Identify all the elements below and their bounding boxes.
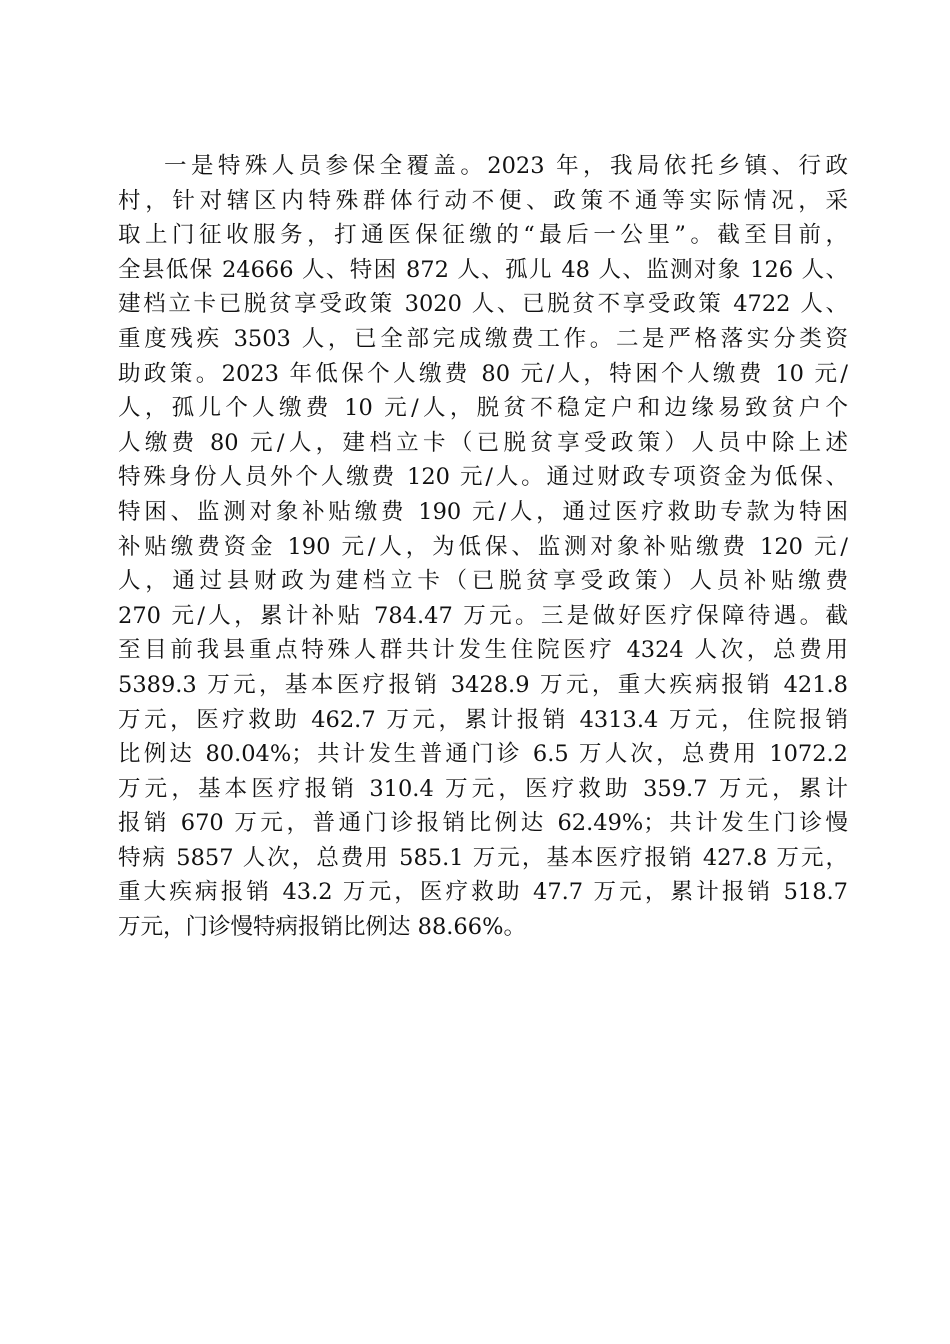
paragraph-line: 至目前我县重点特殊人群共计发生住院医疗 4324 人次，总费用 <box>118 637 848 664</box>
paragraph-line: 特困、监测对象补贴缴费 190 元/人，通过医疗救助专款为特困 <box>118 498 848 525</box>
paragraph-line: 万元，医疗救助 462.7 万元，累计报销 4313.4 万元，住院报销 <box>118 706 848 733</box>
paragraph-line: 重度残疾 3503 人，已全部完成缴费工作。二是严格落实分类资 <box>118 325 848 352</box>
paragraph-line: 万元，基本医疗报销 310.4 万元，医疗救助 359.7 万元，累计 <box>118 775 848 802</box>
body-paragraph <box>118 149 848 945</box>
paragraph-line: 人缴费 80 元/人，建档立卡（已脱贫享受政策）人员中除上述 <box>118 429 848 456</box>
paragraph-line: 270 元/人，累计补贴 784.47 万元。三是做好医疗保障待遇。截 <box>118 602 848 629</box>
paragraph-line: 人，通过县财政为建档立卡（已脱贫享受政策）人员补贴缴费 <box>118 568 848 595</box>
paragraph-line: 村，针对辖区内特殊群体行动不便、政策不通等实际情况，采 <box>118 187 848 214</box>
paragraph-line: 比例达 80.04%；共计发生普通门诊 6.5 万人次，总费用 1072.2 <box>118 741 848 768</box>
paragraph-line: 补贴缴费资金 190 元/人，为低保、监测对象补贴缴费 120 元/ <box>118 533 848 560</box>
paragraph-line: 万元，门诊慢特病报销比例达 88.66%。 <box>118 914 526 941</box>
paragraph-line: 全县低保 24666 人、特困 872 人、孤儿 48 人、监测对象 126 人、 <box>118 256 848 283</box>
paragraph-line: 人，孤儿个人缴费 10 元/人，脱贫不稳定户和边缘易致贫户个 <box>118 395 848 422</box>
paragraph-line: 建档立卡已脱贫享受政策 3020 人、已脱贫不享受政策 4722 人、 <box>118 291 848 318</box>
paragraph-line: 报销 670 万元，普通门诊报销比例达 62.49%；共计发生门诊慢 <box>118 810 848 837</box>
paragraph-line: 特殊身份人员外个人缴费 120 元/人。通过财政专项资金为低保、 <box>118 464 848 491</box>
paragraph-line: 重大疾病报销 43.2 万元，医疗救助 47.7 万元，累计报销 518.7 <box>118 879 848 906</box>
paragraph-line: 助政策。2023 年低保个人缴费 80 元/人，特困个人缴费 10 元/ <box>118 360 848 387</box>
paragraph-line: 5389.3 万元，基本医疗报销 3428.9 万元，重大疾病报销 421.8 <box>118 671 848 698</box>
paragraph-line: 一是特殊人员参保全覆盖。2023 年，我局依托乡镇、行政 <box>164 153 848 179</box>
paragraph-line: 取上门征收服务，打通医保征缴的“最后一公里”。截至目前， <box>118 222 848 249</box>
paragraph-line: 特病 5857 人次，总费用 585.1 万元，基本医疗报销 427.8 万元， <box>118 844 848 871</box>
